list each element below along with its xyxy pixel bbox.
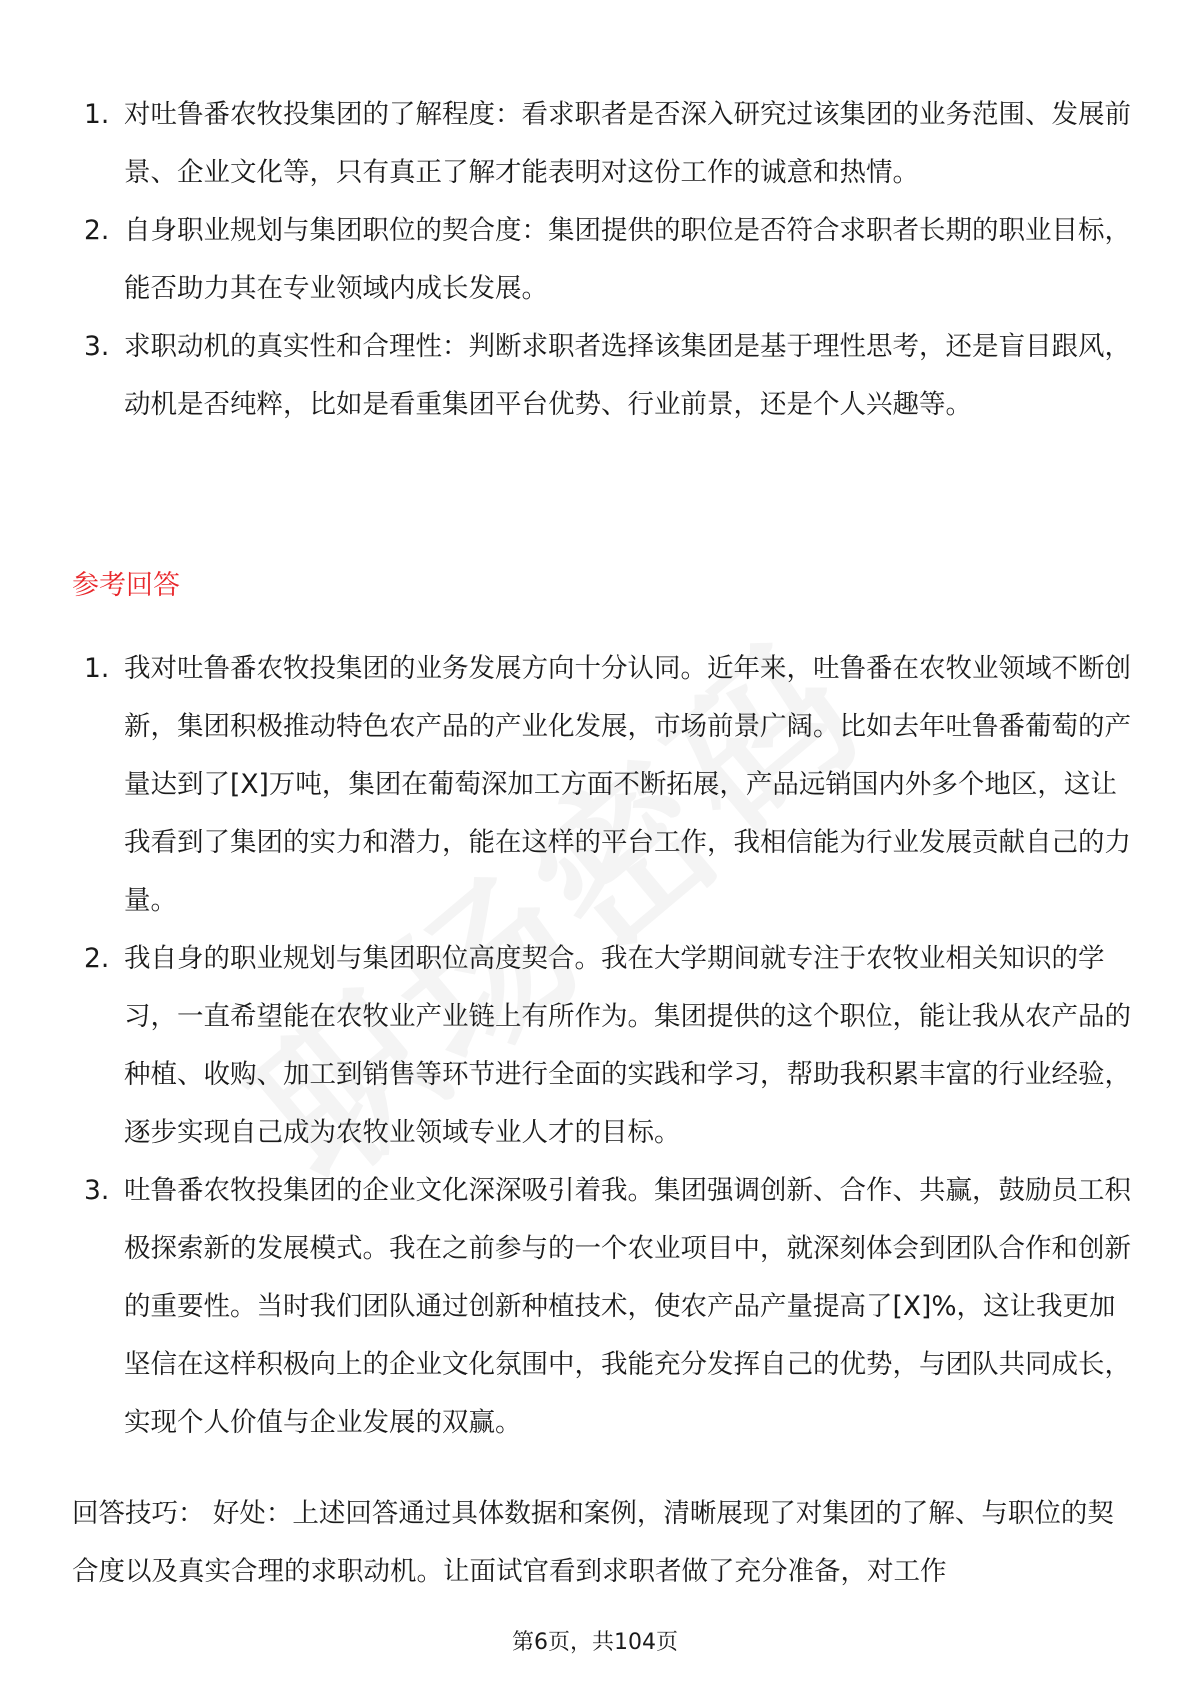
answer-list — [72, 640, 1132, 1452]
list-number: 2. — [84, 943, 110, 974]
list-text: 对吐鲁番农牧投集团的了解程度：看求职者是否深入研究过该集团的业务范围、发展前景、企业文化等，只有真正了解才能表明对这份工作的诚意和热情。 — [124, 99, 1131, 188]
list-number: 2. — [84, 215, 110, 246]
section-title: 参考回答 — [72, 570, 180, 601]
list-text: 我自身的职业规划与集团职位高度契合。我在大学期间就专注于农牧业相关知识的学习，一直希望能在农牧业产业链上有所作为。集团提供的这个职位，能让我从农产品的种植、收购、加工到销售等环节进行全面的实践和学习，帮助我积累丰富的行业经验，逐步实现自己成为农牧业领域专业人才的目标。 — [124, 943, 1131, 1148]
list-number: 1. — [84, 653, 110, 684]
list-text: 我对吐鲁番农牧投集团的业务发展方向十分认同。近年来，吐鲁番在农牧业领域不断创新，集团积极推动特色农产品的产业化发展，市场前景广阔。比如去年吐鲁番葡萄的产量达到了[X]万吨，集团在葡萄深加工方面不断拓展，产品远销国内外多个地区，这让我看到了集团的实力和潜力，能在这样的平台工作，我相信能为行业发展贡献自己的力量。 — [124, 653, 1131, 916]
list-item — [72, 86, 1132, 202]
list-item — [72, 202, 1132, 318]
list-text: 吐鲁番农牧投集团的企业文化深深吸引着我。集团强调创新、合作、共赢，鼓励员工积极探索新的发展模式。我在之前参与的一个农业项目中，就深刻体会到团队合作和创新的重要性。当时我们团队通过创新种植技术，使农产品产量提高了[X]%，这让我更加坚信在这样积极向上的企业文化氛围中，我能充分发挥自己的优势，与团队共同成长，实现个人价值与企业发展的双赢。 — [124, 1175, 1131, 1438]
list-item — [72, 930, 1132, 1162]
list-item — [72, 1162, 1132, 1452]
list-number: 1. — [84, 99, 110, 130]
list-item — [72, 318, 1132, 434]
list-number: 3. — [84, 1175, 110, 1206]
list-text: 自身职业规划与集团职位的契合度：集团提供的职位是否符合求职者长期的职业目标，能否助力其在专业领域内成长发展。 — [124, 215, 1131, 304]
answer-tips-paragraph: 回答技巧： 好处：上述回答通过具体数据和案例，清晰展现了对集团的了解、与职位的契合度以及真实合理的求职动机。让面试官看到求职者做了充分准备，对工作 — [72, 1498, 1114, 1587]
list-item — [72, 640, 1132, 930]
page-footer: 第6页，共104页 — [512, 1630, 678, 1655]
list-number: 3. — [84, 331, 110, 362]
criteria-list — [72, 86, 1132, 434]
list-text: 求职动机的真实性和合理性：判断求职者选择该集团是基于理性思考，还是盲目跟风，动机是否纯粹，比如是看重集团平台优势、行业前景，还是个人兴趣等。 — [124, 331, 1131, 420]
